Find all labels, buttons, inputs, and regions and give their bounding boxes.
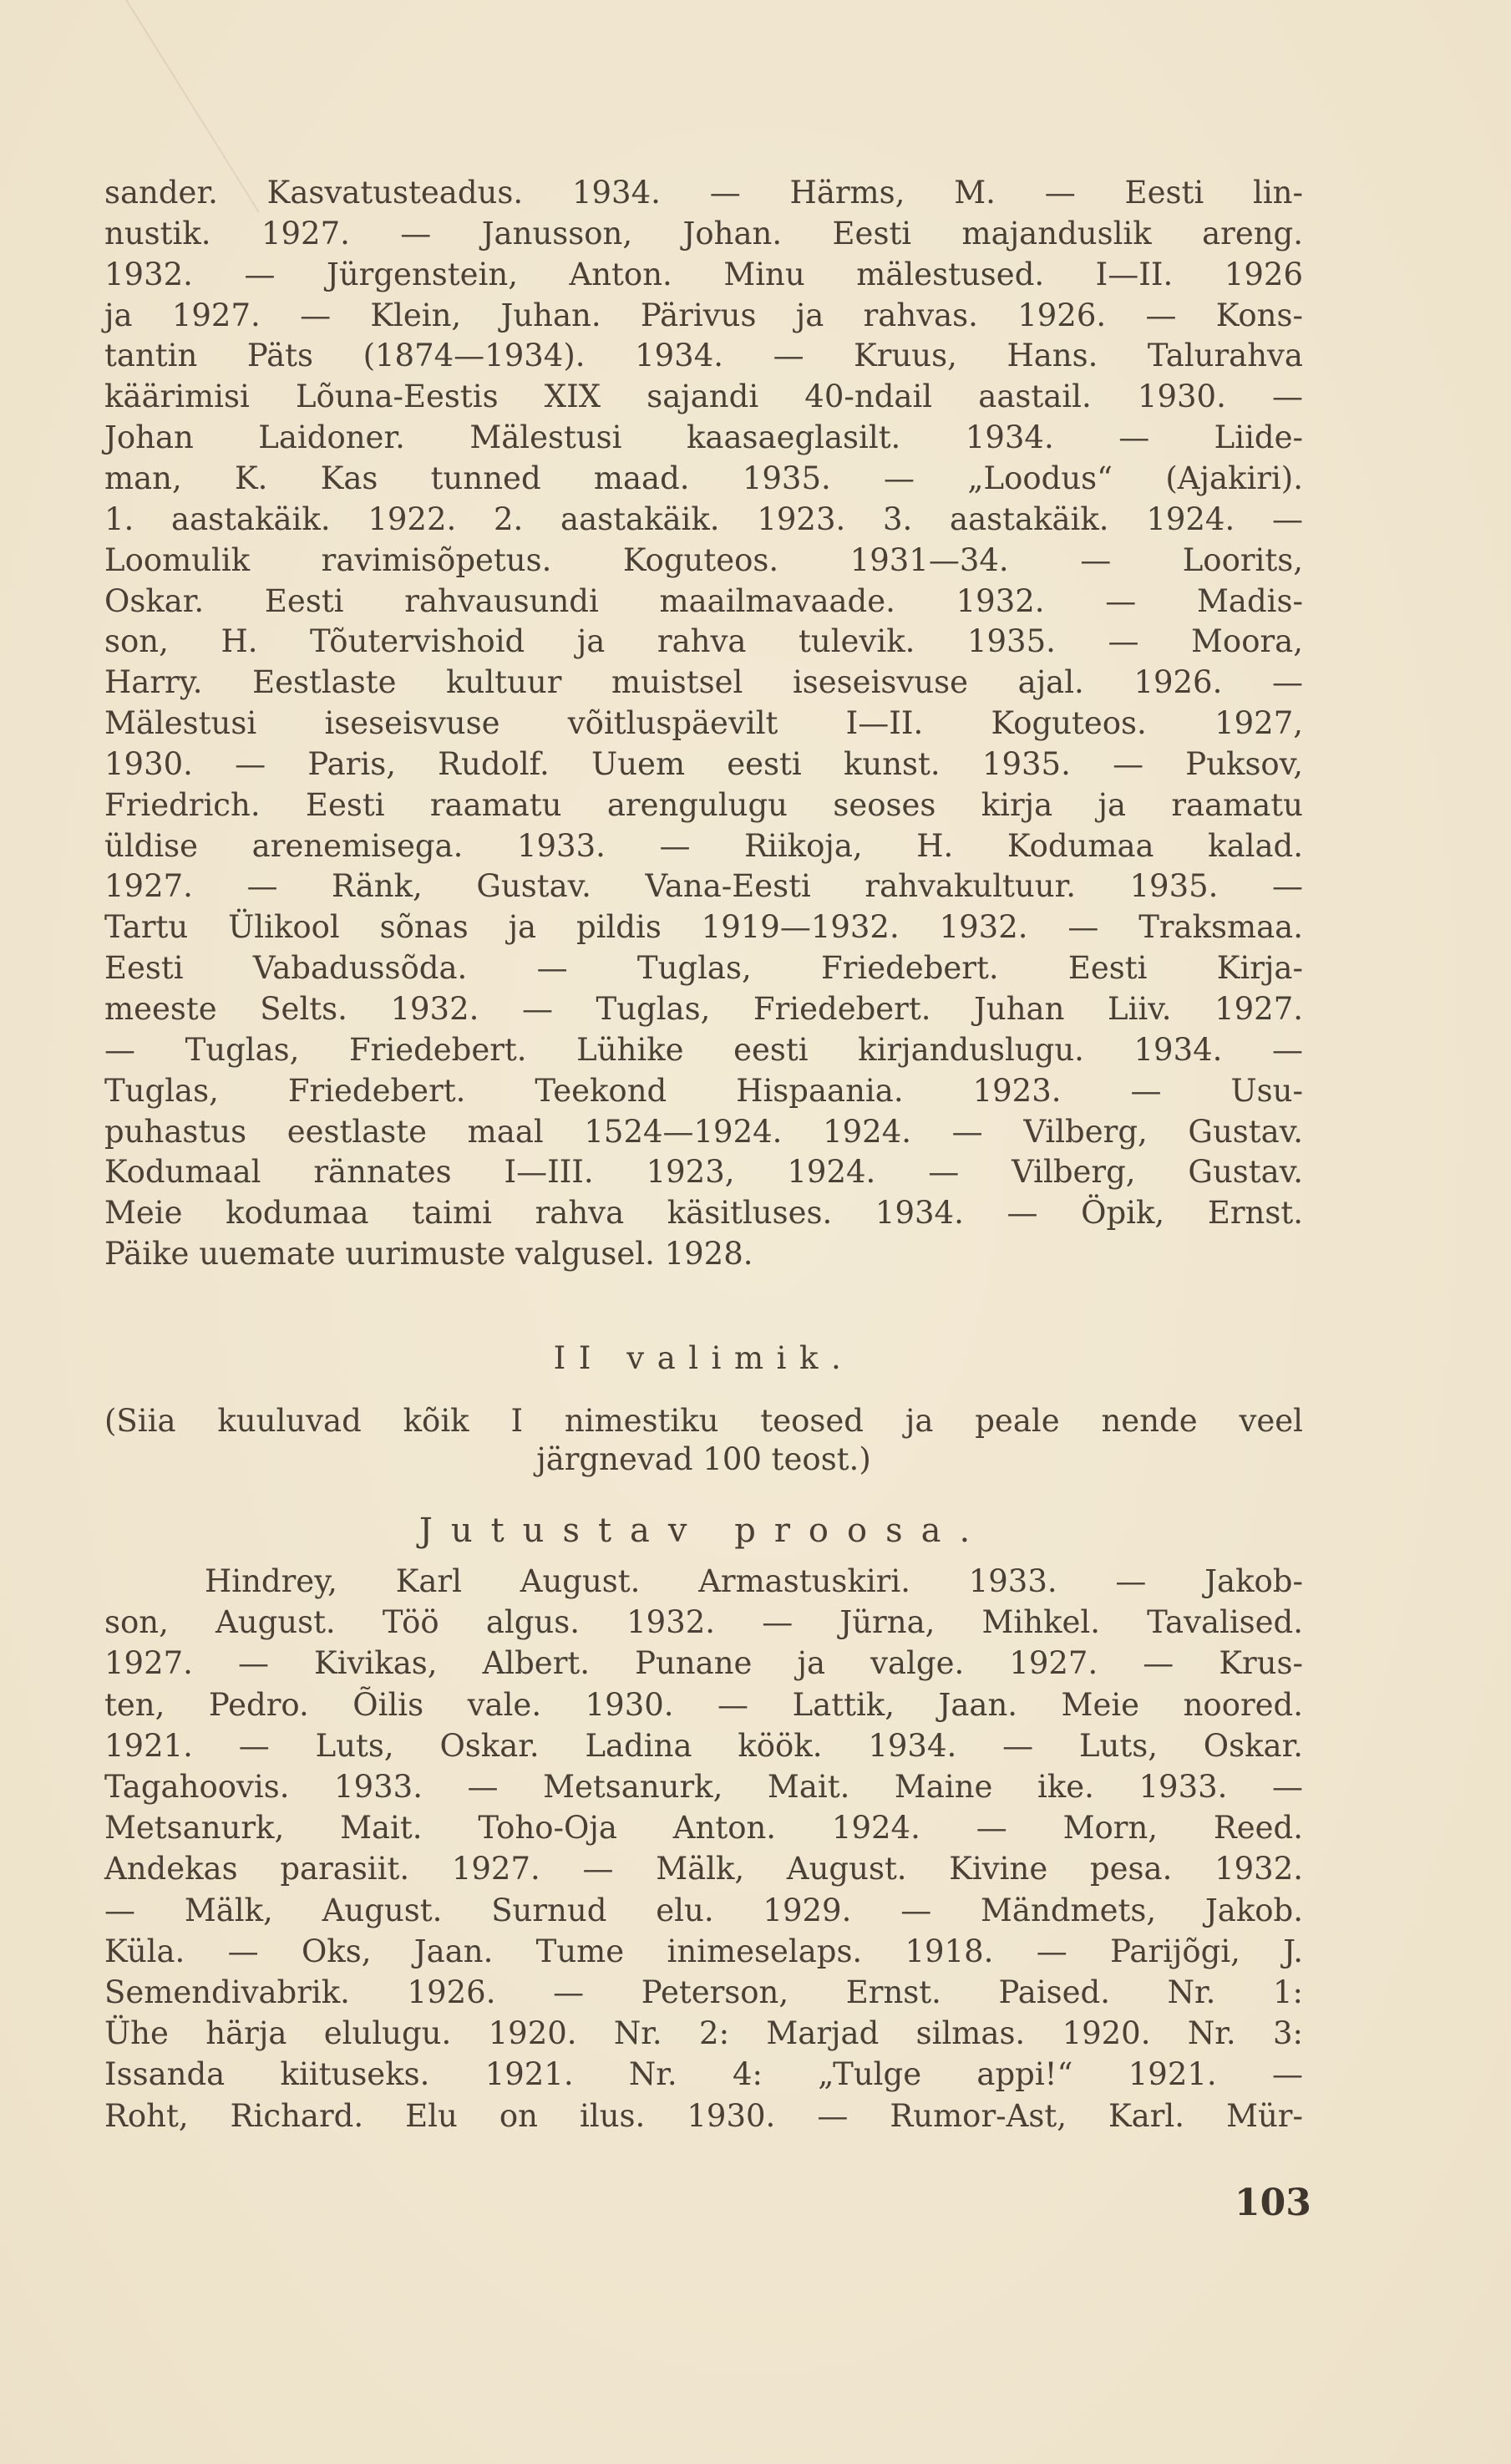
text-line: Ühe härja elulugu. 1920. Nr. 2: Marjad silmas. 1920. Nr. 3: <box>104 2015 1303 2052</box>
text-line: 1932. — Jürgenstein, Anton. Minu mälestused. I—II. 1926 <box>104 256 1303 292</box>
text-line: Päike uuemate uurimuste valgusel. 1928. <box>104 1236 753 1273</box>
text-line: Oskar. Eesti rahvausundi maailmavaade. 1932. — Madis- <box>104 582 1303 619</box>
text-line: Metsanurk, Mait. Toho-Oja Anton. 1924. — Morn, Reed. <box>104 1810 1303 1847</box>
text-line: meeste Selts. 1932. — Tuglas, Friedebert. Juhan Liiv. 1927. <box>104 991 1303 1027</box>
text-line: 1927. — Kivikas, Albert. Punane ja valge. 1927. — Krus- <box>104 1645 1303 1682</box>
text-line: Tagahoovis. 1933. — Metsanurk, Mait. Maine ike. 1933. — <box>104 1769 1303 1805</box>
text-line: Kodumaal rännates I—III. 1923, 1924. — Vilberg, Gustav. <box>104 1154 1303 1191</box>
page-number: 103 <box>1235 2182 1311 2224</box>
text-line: 1930. — Paris, Rudolf. Uuem eesti kunst. 1935. — Puksov, <box>104 745 1303 782</box>
text-line: son, H. Tõutervishoid ja rahva tulevik. 1935. — Moora, <box>104 623 1303 660</box>
text-line: 1921. — Luts, Oskar. Ladina köök. 1934. — Luts, Oskar. <box>104 1727 1303 1764</box>
text-line: Harry. Eestlaste kultuur muistsel iseseisvuse ajal. 1926. — <box>104 664 1303 701</box>
text-line: puhastus eestlaste maal 1524—1924. 1924. — Vilberg, Gustav. <box>104 1113 1303 1150</box>
text-line: man, K. Kas tunned maad. 1935. — „Loodus“ (Ajakiri). <box>104 460 1303 496</box>
text-line: Semendivabrik. 1926. — Peterson, Ernst. Paised. Nr. 1: <box>104 1974 1303 2010</box>
text-line: nustik. 1927. — Janusson, Johan. Eesti majanduslik areng. <box>104 215 1303 251</box>
text-line: Johan Laidoner. Mälestusi kaasaeglasilt. 1934. — Liide- <box>104 419 1303 456</box>
text-line: Meie kodumaa taimi rahva käsitluses. 1934. — Öpik, Ernst. <box>104 1195 1303 1232</box>
text-line: 1927. — Ränk, Gustav. Vana-Eesti rahvakultuur. 1935. — <box>104 868 1303 905</box>
text-line: sander. Kasvatusteadus. 1934. — Härms, M. — Eesti lin- <box>104 175 1303 211</box>
section-note-line-2: järgnevad 100 teost.) <box>536 1441 871 1477</box>
section-note-line-1: (Siia kuuluvad kõik I nimestiku teosed ja peale nende veel <box>104 1403 1303 1439</box>
text-line: Roht, Richard. Elu on ilus. 1930. — Rumor-Ast, Karl. Mür- <box>104 2097 1303 2134</box>
text-line: — Tuglas, Friedebert. Lühike eesti kirjanduslugu. 1934. — <box>104 1031 1303 1068</box>
text-line: käärimisi Lõuna-Eestis XIX sajandi 40-ndail aastail. 1930. — <box>104 378 1303 415</box>
text-line: ten, Pedro. Õilis vale. 1930. — Lattik, Jaan. Meie noored. <box>104 1686 1303 1723</box>
text-line: Friedrich. Eesti raamatu arengulugu seoses kirja ja raamatu <box>104 786 1303 823</box>
text-line: Tartu Ülikool sõnas ja pildis 1919—1932. 1932. — Traksmaa. <box>104 909 1303 946</box>
text-line: Andekas parasiit. 1927. — Mälk, August. Kivine pesa. 1932. <box>104 1851 1303 1887</box>
text-line: ja 1927. — Klein, Juhan. Pärivus ja rahvas. 1926. — Kons- <box>104 297 1303 333</box>
text-line: Loomulik ravimisõpetus. Koguteos. 1931—34. — Loorits, <box>104 541 1303 578</box>
text-line: Hindrey, Karl August. Armastuskiri. 1933. — Jakob- <box>205 1563 1303 1599</box>
text-line: tantin Päts (1874—1934). 1934. — Kruus, Hans. Talurahva <box>104 338 1303 374</box>
text-line: Eesti Vabadussõda. — Tuglas, Friedebert. Eesti Kirja- <box>104 950 1303 987</box>
text-line: — Mälk, August. Surnud elu. 1929. — Mändmets, Jakob. <box>104 1892 1303 1928</box>
text-line: Tuglas, Friedebert. Teekond Hispaania. 1923. — Usu- <box>104 1072 1303 1109</box>
text-line: 1. aastakäik. 1922. 2. aastakäik. 1923. 3. aastakäik. 1924. — <box>104 500 1303 537</box>
subsection-heading: Jutustav proosa. <box>418 1511 989 1550</box>
text-line: Mälestusi iseseisvuse võitluspäevilt I—II. Koguteos. 1927, <box>104 705 1303 742</box>
text-line: Küla. — Oks, Jaan. Tume inimeselaps. 1918. — Parijõgi, J. <box>104 1933 1303 1969</box>
text-line: son, August. Töö algus. 1932. — Jürna, Mihkel. Tavalised. <box>104 1604 1303 1641</box>
text-line: Issanda kiituseks. 1921. Nr. 4: „Tulge appi!“ 1921. — <box>104 2056 1303 2093</box>
text-line: üldise arenemisega. 1933. — Riikoja, H. Kodumaa kalad. <box>104 827 1303 864</box>
section-heading: II valimik. <box>553 1340 854 1376</box>
